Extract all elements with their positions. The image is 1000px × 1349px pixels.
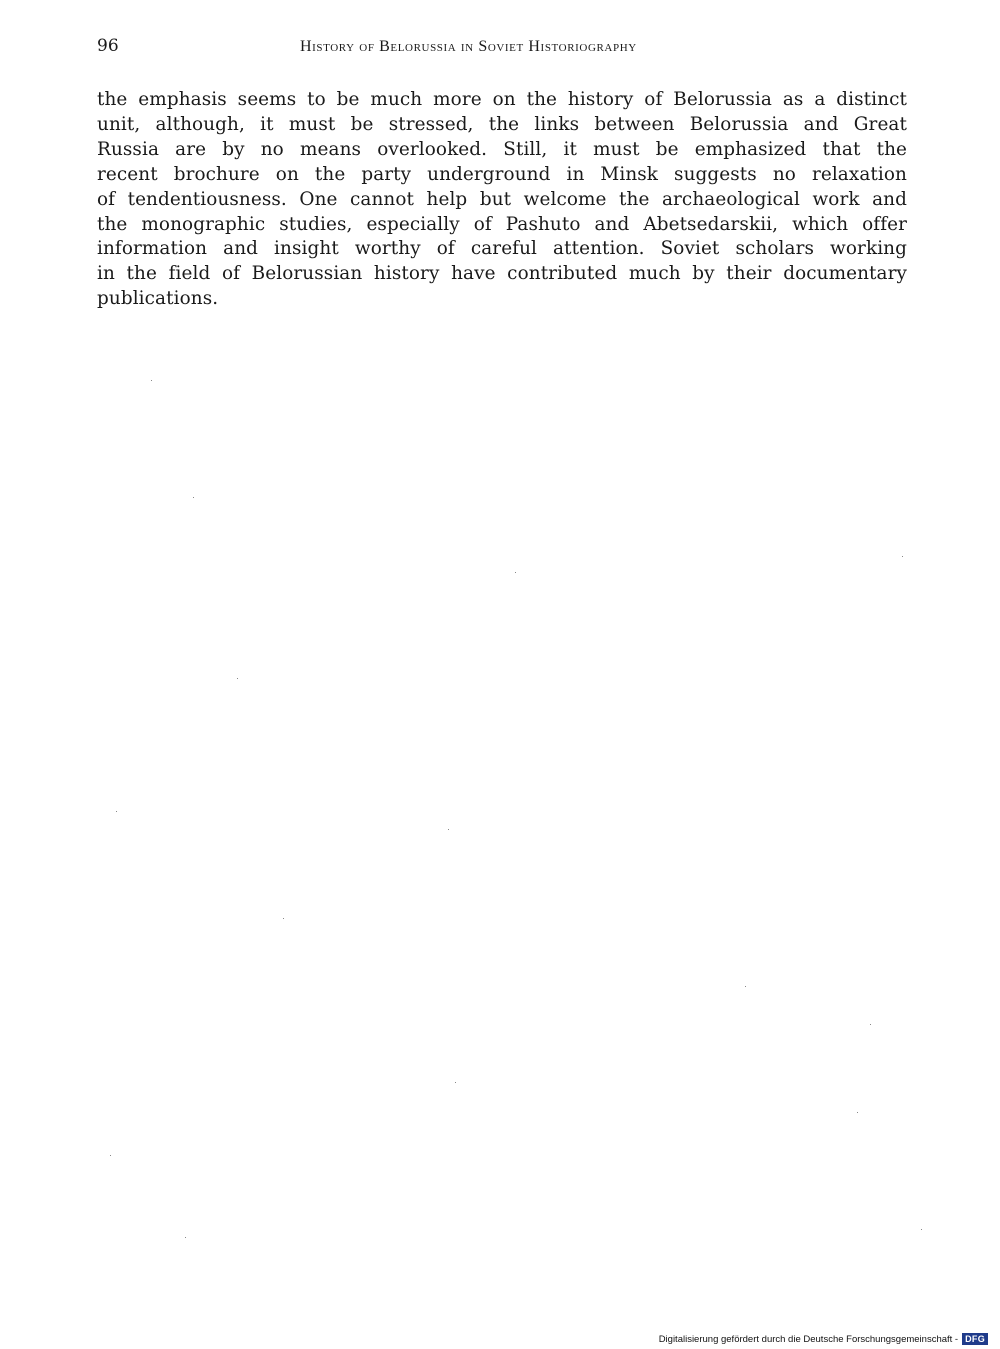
- credit-text: Digitalisierung gefördert durch die Deutsche Forschungsgemeinschaft -: [658, 1333, 959, 1345]
- scan-speck: [448, 829, 449, 830]
- scan-speck: [193, 497, 194, 498]
- scan-speck: [902, 556, 903, 557]
- text-line: in the field of Belorussian history have contributed much by their documentary: [97, 263, 907, 285]
- scan-speck: [870, 1024, 871, 1025]
- running-head: History of Belorussia in Soviet Historiography: [300, 38, 637, 55]
- scan-speck: [151, 380, 152, 381]
- scan-speck: [283, 918, 284, 919]
- scan-speck: [116, 811, 117, 812]
- scan-speck: [921, 1229, 922, 1230]
- text-line: publications.: [97, 288, 219, 310]
- text-line: Russia are by no means overlooked. Still, it must be emphasized that the: [97, 138, 907, 160]
- page-number: 96: [97, 36, 119, 56]
- scan-speck: [455, 1082, 456, 1083]
- scan-speck: [110, 1155, 111, 1156]
- text-line: information and insight worthy of careful attention. Soviet scholars working: [97, 238, 907, 260]
- scan-speck: [515, 572, 516, 573]
- body-paragraph: [97, 88, 907, 312]
- dfg-logo: DFG: [962, 1333, 988, 1345]
- text-line: of tendentiousness. One cannot help but welcome the archaeological work and: [97, 188, 907, 210]
- scan-speck: [185, 1237, 186, 1238]
- text-line: recent brochure on the party underground in Minsk suggests no relaxation: [97, 163, 907, 185]
- text-line: the monographic studies, especially of Pashuto and Abetsedarskii, which offer: [97, 213, 907, 235]
- text-line: the emphasis seems to be much more on the history of Belorussia as a distinct: [97, 89, 907, 110]
- scan-speck: [745, 986, 746, 987]
- scan-speck: [857, 1112, 858, 1113]
- digitization-credit: [659, 1333, 988, 1345]
- scan-speck: [237, 678, 238, 679]
- text-line: unit, although, it must be stressed, the links between Belorussia and Great: [97, 113, 907, 135]
